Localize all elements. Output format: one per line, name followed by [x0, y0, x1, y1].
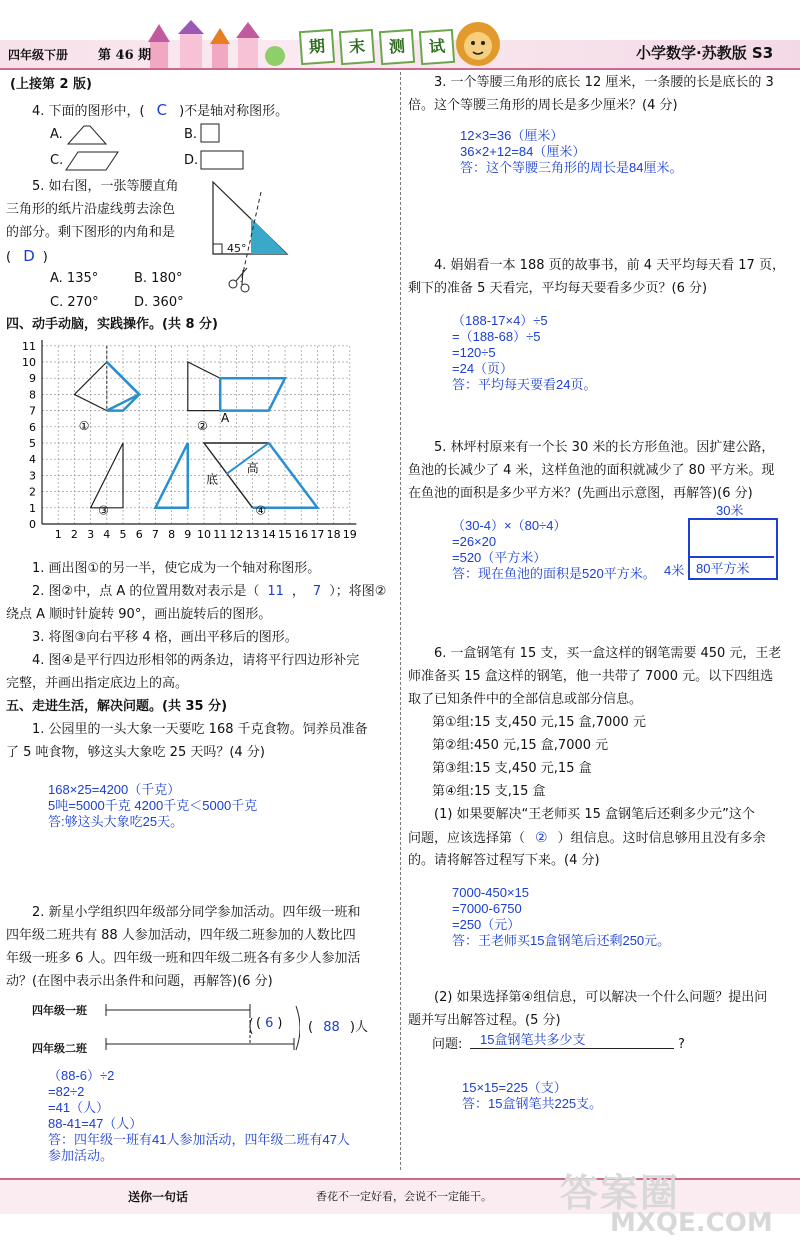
p1-answer-3: 答:够这头大象吃25天。 — [48, 814, 184, 829]
q5-option-d: D. 360° — [134, 295, 184, 310]
point-a-x: 11 — [267, 584, 284, 599]
total-value: 88 — [323, 1020, 340, 1035]
coordinate-grid — [14, 340, 400, 545]
y-tick-label: 2 — [29, 485, 36, 499]
p5-answer-1: （30-4）×（80÷4） — [452, 518, 567, 533]
y-tick-label: 9 — [29, 372, 36, 386]
p5-answer-2: =26×20 — [452, 534, 497, 549]
pond-area-label: 80平方米 — [696, 561, 750, 576]
watermark-url: MXQE.COM — [610, 1208, 773, 1238]
pond-reduce-label: 4米 — [664, 563, 685, 578]
p4-answer-2: =（188-68）÷5 — [452, 329, 541, 344]
pond-length-label: 30米 — [716, 503, 744, 518]
p6-q1-post: ）组信息。这时信息够用且没有多余 — [557, 831, 766, 846]
shape-1-label: ① — [78, 419, 90, 434]
p1-answer-1: 168×25=4200（千克） — [48, 782, 181, 797]
x-tick-label: 10 — [197, 528, 211, 541]
lion-mascot-icon — [448, 18, 508, 70]
operation-4-cont: 完整，并画出指定底边上的高。 — [6, 676, 189, 691]
operation-4: 4. 图④是平行四边形相邻的两条边，请将平行四边形补完 — [32, 653, 360, 668]
x-tick-label: 2 — [70, 528, 78, 541]
question-text: 15盒钢笔共多少支 — [480, 1032, 586, 1047]
q4-option-a-label: A. — [50, 127, 63, 142]
footer-quote: 香花不一定好看，会说不一定能干。 — [316, 1190, 492, 1203]
y-tick-label: 7 — [29, 404, 36, 418]
p4-answer-5: 答：平均每天要看24页。 — [452, 377, 597, 392]
p5-answer-4: 答：现在鱼池的面积是520平方米。 — [452, 566, 656, 581]
q5-line2: 三角形的纸片沿虚线剪去涂色 — [6, 202, 176, 217]
title-char: 末 — [339, 29, 375, 65]
p2-answer-6: 参加活动。 — [48, 1148, 114, 1163]
class-2-label: 四年级二班 — [32, 1042, 87, 1055]
q5-line3: 的部分。剩下图形的内角和是 — [6, 225, 176, 240]
q5-answer-blank: ( D ) — [6, 247, 48, 265]
title-char: 试 — [419, 29, 455, 65]
y-tick-label: 0 — [29, 518, 36, 531]
q5-option-b: B. 180° — [134, 271, 183, 286]
y-tick-label: 1 — [29, 501, 36, 515]
p2-answer-3: =41（人） — [48, 1100, 110, 1115]
op2-text-b: ）；将图② — [329, 584, 387, 599]
p4-answer-4: =24（页） — [452, 361, 514, 376]
continued-note: (上接第 2 版) — [10, 77, 92, 92]
q4-option-d-label: D. — [184, 153, 199, 168]
problem-1-line2: 了 5 吨食物，够这头大象吃 25 天吗？(4 分) — [6, 745, 265, 760]
problem-5-line2: 鱼池的长减少了 4 米，这样鱼池的面积就减少了 80 平方米。现 — [408, 463, 775, 478]
shape-2-label: ② — [196, 419, 208, 434]
problem-3-line1: 3. 一个等腰三角形的底长 12 厘米，一条腰的长是底长的 3 — [434, 75, 774, 90]
rectangle-shape — [200, 148, 246, 172]
x-tick-label: 6 — [135, 528, 143, 541]
issue-number: 第 46 期 — [98, 48, 152, 63]
pond-reduce-line — [688, 556, 774, 558]
x-tick-label: 19 — [342, 528, 357, 541]
p4-answer-3: =120÷5 — [452, 345, 496, 360]
p6-b-answer-1: 15×15=225（支） — [462, 1080, 567, 1095]
question-mark: ? — [678, 1037, 685, 1052]
x-tick-label: 17 — [310, 528, 325, 541]
x-tick-label: 8 — [168, 528, 176, 541]
p6-q1-line1: (1) 如果要解决“王老师买 15 盒钢笔后还剩多少元”这个 — [434, 807, 755, 822]
p6-answer-2: =7000-6750 — [452, 901, 522, 916]
operation-2-cont: 绕点 A 顺时针旋转 90°，画出旋转后的图形。 — [6, 607, 272, 622]
header-divider — [0, 68, 800, 70]
problem-2-line1: 2. 新星小学组织四年级部分同学参加活动。四年级一班和 — [32, 905, 361, 920]
x-tick-label: 11 — [213, 528, 228, 541]
p6-answer-3: =250（元） — [452, 917, 521, 932]
q4-option-c-label: C. — [50, 153, 64, 168]
p6-answer-4: 答：王老师买15盒钢笔后还剩250元。 — [452, 933, 671, 948]
p6-q2-line1: (2) 如果选择第④组信息，可以解决一个什么问题？提出问 — [434, 990, 768, 1005]
p1-answer-2: 5吨=5000千克 4200千克＜5000千克 — [48, 798, 258, 813]
title-char: 测 — [379, 29, 415, 65]
operation-3: 3. 将图③向右平移 4 格，画出平移后的图形。 — [32, 630, 298, 645]
q5-line1: 5. 如右图，一张等腰直角 — [32, 179, 179, 194]
p2-answer-1: （88-6）÷2 — [48, 1068, 115, 1083]
section-5-title: 五、走进生活，解决问题。(共 35 分) — [6, 699, 228, 714]
problem-2-line4: 动？(在图中表示出条件和问题，再解答)(6 分) — [6, 974, 273, 989]
x-tick-label: 4 — [103, 528, 111, 541]
total-label: ( 88 )人 — [308, 1020, 368, 1035]
p2-answer-5: 答：四年级一班有41人参加活动，四年级二班有47人 — [48, 1132, 350, 1147]
y-tick-label: 10 — [22, 356, 36, 369]
x-tick-label: 1 — [54, 528, 62, 541]
question-underline — [470, 1048, 674, 1049]
p2-answer-4: 88-41=47（人） — [48, 1116, 143, 1131]
p6-q1-answer: ② — [535, 830, 548, 846]
exam-title — [300, 30, 454, 64]
p3-answer-2: 36×2+12=84（厘米） — [460, 144, 586, 159]
operation-1: 1. 画出图①的另一半，使它成为一个轴对称图形。 — [32, 561, 321, 576]
x-tick-label: 15 — [278, 528, 292, 541]
total-unit: 人 — [354, 1020, 368, 1035]
problem-2-line3: 年级一班多 6 人。四年级一班和四年级二班各有多少人参加活 — [6, 951, 361, 966]
edition-label: 小学数学·苏教版 S3 — [636, 44, 774, 62]
group-2: 第②组:450 元,15 盒,7000 元 — [432, 738, 609, 753]
footer-quote-label: 送你一句话 — [128, 1190, 189, 1204]
q4-answer: C — [156, 101, 168, 119]
q4-option-b-label: B. — [184, 127, 198, 142]
problem-1-line1: 1. 公园里的一头大象一天要吃 168 千克食物。饲养员准备 — [32, 722, 368, 737]
problem-6-line1: 6. 一盒钢笔有 15 支，买一盒这样的钢笔需要 450 元，王老 — [434, 646, 782, 661]
title-char: 期 — [299, 29, 335, 65]
group-1: 第①组:15 支,450 元,15 盒,7000 元 — [432, 715, 646, 730]
problem-5-line1: 5. 林坪村原来有一个长 30 米的长方形鱼池。因扩建公路， — [434, 440, 775, 455]
shape-3-label: ③ — [98, 503, 109, 518]
y-tick-label: 5 — [29, 437, 36, 450]
y-tick-label: 6 — [29, 420, 36, 434]
diff-label: ( 6 ) — [256, 1016, 283, 1031]
shape-4-label: ④ — [255, 503, 267, 518]
x-tick-label: 13 — [245, 528, 260, 541]
q4-text-a: 4. 下面的图形中，( — [32, 104, 145, 119]
grade-label: 四年级下册 — [8, 48, 69, 62]
op2-sep: ， — [291, 584, 305, 599]
op2-text-a: 2. 图②中，点 A 的位置用数对表示是（ — [32, 584, 260, 599]
x-tick-label: 3 — [87, 528, 95, 541]
p3-answer-1: 12×3=36（厘米） — [460, 128, 564, 143]
p2-answer-2: =82÷2 — [48, 1084, 85, 1099]
point-a-label: A — [220, 410, 230, 425]
p4-answer-1: （188-17×4）÷5 — [452, 313, 548, 328]
p6-q1-line2 — [408, 827, 766, 850]
p5-answer-3: =520（平方米） — [452, 550, 547, 565]
problem-6-line3: 取了已知条件中的全部信息或部分信息。 — [408, 692, 643, 707]
x-tick-label: 16 — [294, 528, 309, 541]
class-1-label: 四年级一班 — [32, 1004, 87, 1017]
trapezoid-shape — [66, 124, 108, 146]
y-tick-label: 3 — [29, 469, 36, 483]
question-4 — [32, 99, 288, 123]
group-4: 第④组:15 支,15 盒 — [432, 784, 546, 799]
base-label: 底 — [206, 472, 219, 487]
point-a-y: 7 — [312, 584, 322, 599]
square-shape — [200, 122, 222, 146]
question-label: 问题: — [432, 1037, 463, 1052]
y-tick-label: 4 — [29, 453, 36, 467]
q4-text-b: )不是轴对称图形。 — [179, 104, 289, 119]
p6-b-answer-2: 答：15盒钢笔共225支。 — [462, 1096, 603, 1111]
y-tick-label: 8 — [29, 388, 36, 402]
cut-triangle-figure — [205, 178, 295, 296]
p6-q1-line3: 的。请将解答过程写下来。(4 分) — [408, 853, 600, 868]
problem-5-line3: 在鱼池的面积是多少平方米？(先画出示意图，再解答)(6 分) — [408, 486, 753, 501]
x-tick-label: 9 — [184, 528, 192, 541]
angle-label: 45° — [227, 242, 247, 255]
problem-2-line2: 四年级二班共有 88 人参加活动，四年级二班参加的人数比四 — [6, 928, 356, 943]
problem-3-line2: 倍。这个等腰三角形的周长是多少厘米？(4 分) — [408, 98, 678, 113]
watermark: 答案圈 — [560, 1171, 681, 1215]
q5-option-c: C. 270° — [50, 295, 99, 310]
p6-answer-1: 7000-450×15 — [452, 885, 529, 900]
p6-q1-pre: 问题，应该选择第（ — [408, 831, 526, 846]
scissors-icon — [229, 268, 249, 292]
x-tick-label: 12 — [229, 528, 244, 541]
group-3: 第③组:15 支,450 元,15 盒 — [432, 761, 592, 776]
x-tick-label: 7 — [151, 528, 159, 541]
problem-6-line2: 师准备买 15 盒这样的钢笔，他一共带了 7000 元。以下四组选 — [408, 669, 774, 684]
operation-2 — [32, 581, 386, 603]
y-tick-label: 11 — [22, 340, 36, 353]
diff-value: 6 — [265, 1016, 274, 1031]
parallelogram-shape — [64, 150, 120, 172]
x-tick-label: 14 — [261, 528, 276, 541]
x-tick-label: 18 — [326, 528, 341, 541]
height-label: 高 — [246, 461, 259, 476]
column-divider — [400, 72, 402, 1170]
section-4-title: 四、动手动脑，实践操作。(共 8 分) — [6, 317, 218, 332]
q5-answer: D — [23, 247, 35, 265]
p6-q2-line2: 题并写出解答过程。(5 分) — [408, 1013, 561, 1028]
problem-4-line1: 4. 娟娟看一本 188 页的故事书，前 4 天平均每天看 17 页， — [434, 258, 785, 273]
q5-option-a: A. 135° — [50, 271, 99, 286]
p3-answer-3: 答：这个等腰三角形的周长是84厘米。 — [460, 160, 683, 175]
problem-4-line2: 剩下的准备 5 天看完，平均每天要看多少页？(6 分) — [408, 281, 708, 296]
castle-illustration — [140, 20, 290, 68]
x-tick-label: 5 — [119, 528, 127, 541]
